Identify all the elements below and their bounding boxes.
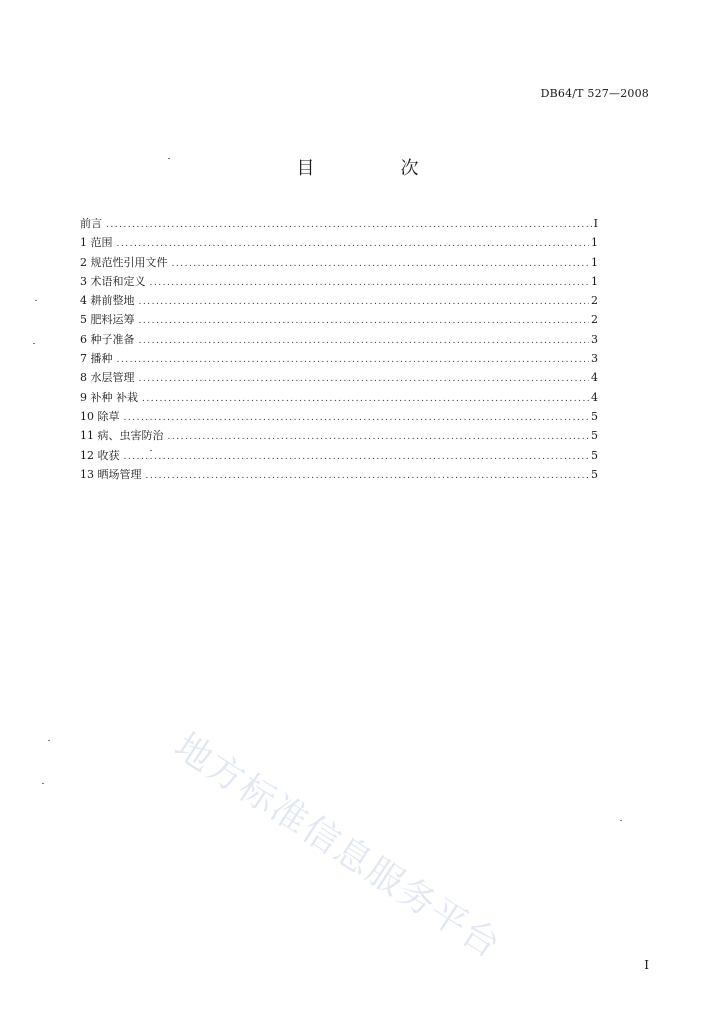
toc-entry-foreword[interactable] [80, 214, 598, 233]
toc-entry-label: 12 收获 [80, 448, 120, 462]
toc-entry-page: 5 [591, 409, 598, 423]
toc-leader-dots [146, 467, 590, 486]
toc-entry-page: 5 [591, 467, 598, 481]
scan-speck [620, 820, 622, 821]
toc-entry-label: 前言 [80, 217, 102, 230]
toc-leader-dots [106, 216, 592, 235]
toc-entry-page: 3 [591, 352, 598, 366]
toc-entry-page: 4 [591, 371, 598, 385]
toc-leader-dots [124, 409, 590, 428]
toc-entry-scope[interactable] [80, 233, 598, 252]
toc-leader-dots [139, 293, 590, 312]
toc-entry-terms-definitions[interactable] [80, 272, 598, 291]
toc-entry-drying-yard[interactable] [80, 465, 598, 484]
toc-entry-page: 1 [591, 255, 598, 269]
toc-entry-label: 6 种子准备 [80, 332, 135, 346]
toc-leader-dots [139, 370, 590, 389]
toc-leader-dots [172, 255, 590, 274]
toc-entry-page: 1 [591, 236, 598, 250]
toc-entry-page: 5 [591, 448, 598, 462]
toc-title: 目 次 [296, 158, 453, 179]
toc-entry-fertilizer[interactable] [80, 310, 598, 329]
toc-leader-dots [139, 332, 590, 351]
scan-speck [35, 300, 37, 301]
toc-leader-dots [139, 312, 590, 331]
toc-entry-replanting[interactable] [80, 388, 598, 407]
toc-entry-page: 5 [591, 429, 598, 443]
toc-entry-page: 1 [591, 274, 598, 288]
toc-entry-harvest[interactable] [80, 446, 598, 465]
toc-leader-dots [117, 351, 590, 370]
toc-entry-page: 3 [591, 332, 598, 346]
toc-entry-label: 11 病、虫害防治 [80, 429, 164, 443]
toc-entry-label: 5 肥料运筹 [80, 313, 135, 327]
toc-entry-label: 7 播种 [80, 352, 113, 366]
page-number: I [644, 958, 649, 972]
toc-entry-page: 2 [591, 313, 598, 327]
scan-speck [33, 343, 35, 344]
toc-entry-weeding[interactable] [80, 407, 598, 426]
watermark-text: 地方标准信息服务平台 [167, 725, 509, 968]
scan-speck [48, 740, 50, 741]
scan-speck [168, 158, 170, 159]
toc-leader-dots [117, 235, 590, 254]
scan-speck [42, 783, 44, 784]
toc-entry-seed-preparation[interactable] [80, 330, 598, 349]
toc-entry-label: 4 耕前整地 [80, 294, 135, 308]
document-code: DB64/T 527—2008 [540, 87, 649, 100]
toc-entry-label: 8 水层管理 [80, 371, 135, 385]
toc-entry-sowing[interactable] [80, 349, 598, 368]
toc-leader-dots [124, 448, 590, 467]
toc-leader-dots [168, 428, 590, 447]
toc-entry-land-preparation[interactable] [80, 291, 598, 310]
toc-entry-label: 9 补种 补栽 [80, 390, 138, 404]
toc-entry-label: 13 晒场管理 [80, 467, 142, 481]
toc-entry-page: 2 [591, 294, 598, 308]
toc-entry-water-management[interactable] [80, 368, 598, 387]
toc-entry-page: I [593, 217, 598, 230]
toc-entry-label: 1 范围 [80, 236, 113, 250]
toc-entry-page: 4 [591, 390, 598, 404]
toc-entry-normative-references[interactable] [80, 253, 598, 272]
toc-leader-dots [142, 390, 589, 409]
toc-entry-label: 3 术语和定义 [80, 274, 146, 288]
toc-entry-label: 10 除草 [80, 409, 120, 423]
toc-leader-dots [150, 274, 590, 293]
toc-entry-label: 2 规范性引用文件 [80, 255, 168, 269]
table-of-contents [80, 214, 598, 484]
toc-entry-pest-control[interactable] [80, 426, 598, 445]
scan-speck [150, 450, 152, 451]
